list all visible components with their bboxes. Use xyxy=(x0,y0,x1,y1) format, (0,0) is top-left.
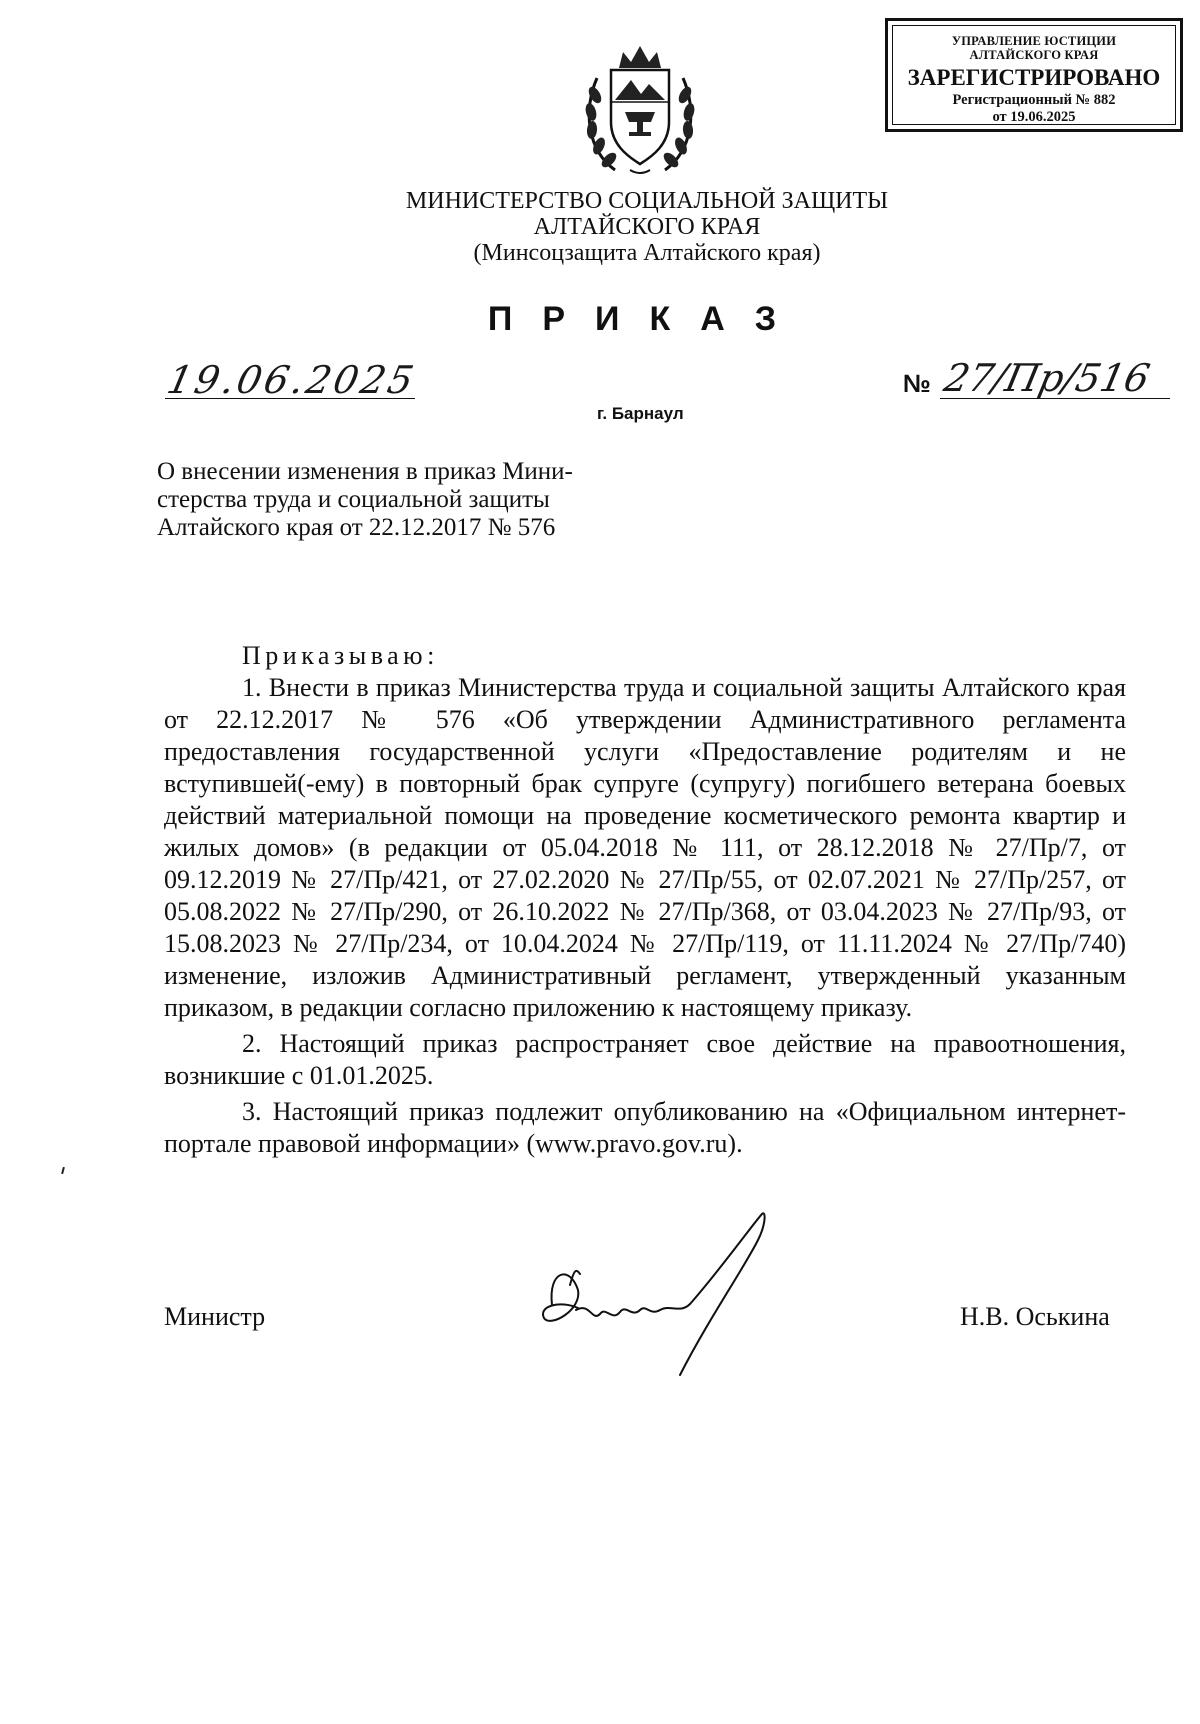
paragraph-3: 3. Настоящий приказ подлежит опубликованию на «Официальном интернет-портале правовой информации» (www.pravo.gov.ru). xyxy=(164,1097,1126,1158)
document-type-title: ПРИКАЗ xyxy=(487,300,807,338)
subject-line1: О внесении изменения в приказ Мини- xyxy=(157,458,573,485)
number-underline xyxy=(940,398,1170,399)
ministry-name-line1: МИНИСТЕРСТВО СОЦИАЛЬНОЙ ЗАЩИТЫ xyxy=(405,188,889,214)
stamp-reg-number: Регистрационный № 882 xyxy=(952,92,1116,108)
city-name: г. Барнаул xyxy=(597,404,684,423)
stamp-org-line1: УПРАВЛЕНИЕ ЮСТИЦИИ xyxy=(951,34,1117,48)
order-subject xyxy=(157,458,627,542)
paragraph-2: 2. Настоящий приказ распространяет свое действие на правоотношения, возникшие с 01.01.2025. xyxy=(164,1029,1126,1090)
stamp-org-line2: АЛТАЙСКОГО КРАЯ xyxy=(969,48,1099,62)
scan-speck xyxy=(61,1167,65,1174)
stamp-org xyxy=(893,34,1175,62)
stamp-reg-date: от 19.06.2025 xyxy=(992,109,1076,125)
ministry-short-name: (Минсоцзащита Алтайского края) xyxy=(473,240,821,266)
stamp-status: ЗАРЕГИСТРИРОВАНО xyxy=(907,65,1161,90)
order-number-handwritten: 27/Пр/516 xyxy=(940,356,1154,400)
ministry-name-line2: АЛТАЙСКОГО КРАЯ xyxy=(533,214,761,240)
paragraph-1: 1. Внести в приказ Министерства труда и социальной защиты Алтайского края от 22.12.2017 № 576 «Об утверждении Административного регламента предоставления государственной услуги «Предоставление родителям и не вступившей(-ему) в повторный брак супруге (супругу) погибшего ветерана боевых действий материальной помощи на проведение косметического ремонта квартир и жилых домов» (в редакции от 05.04.2018 № 111, от 28.12.2018 № 27/Пр/7, от 09.12.2019 № 27/Пр/421, от 27.02.2020 № 27/Пр/55, от 02.07.2021 № 27/Пр/257, от 05.08.2022 № 27/Пр/290, от 26.10.2022 № 27/Пр/368, от 03.04.2023 № 27/Пр/93, от 15.08.2023 № 27/Пр/234, от 10.04.2024 № 27/Пр/119, от 11.11.2024 № 27/Пр/740) изменение, изложив Административный регламент, утвержденный указанным приказом, в редакции согласно приложению к настоящему приказу. xyxy=(164,673,1126,1022)
order-word: Приказываю: xyxy=(242,641,439,670)
handwritten-signature xyxy=(530,1210,800,1390)
subject-line3: Алтайского края от 22.12.2017 № 576 xyxy=(157,514,556,541)
order-date-handwritten: 19.06.2025 xyxy=(163,358,421,402)
date-underline xyxy=(165,398,415,399)
coat-of-arms-icon xyxy=(575,40,705,180)
order-body xyxy=(164,640,1126,1160)
order-number-label: № xyxy=(903,370,931,398)
signatory-name: Н.В. Оськина xyxy=(960,1302,1110,1331)
stamp-inner-frame xyxy=(892,25,1176,125)
registration-stamp xyxy=(885,18,1183,132)
signatory-role: Министр xyxy=(164,1302,266,1331)
subject-line2: стерства труда и социальной защиты xyxy=(157,486,550,513)
